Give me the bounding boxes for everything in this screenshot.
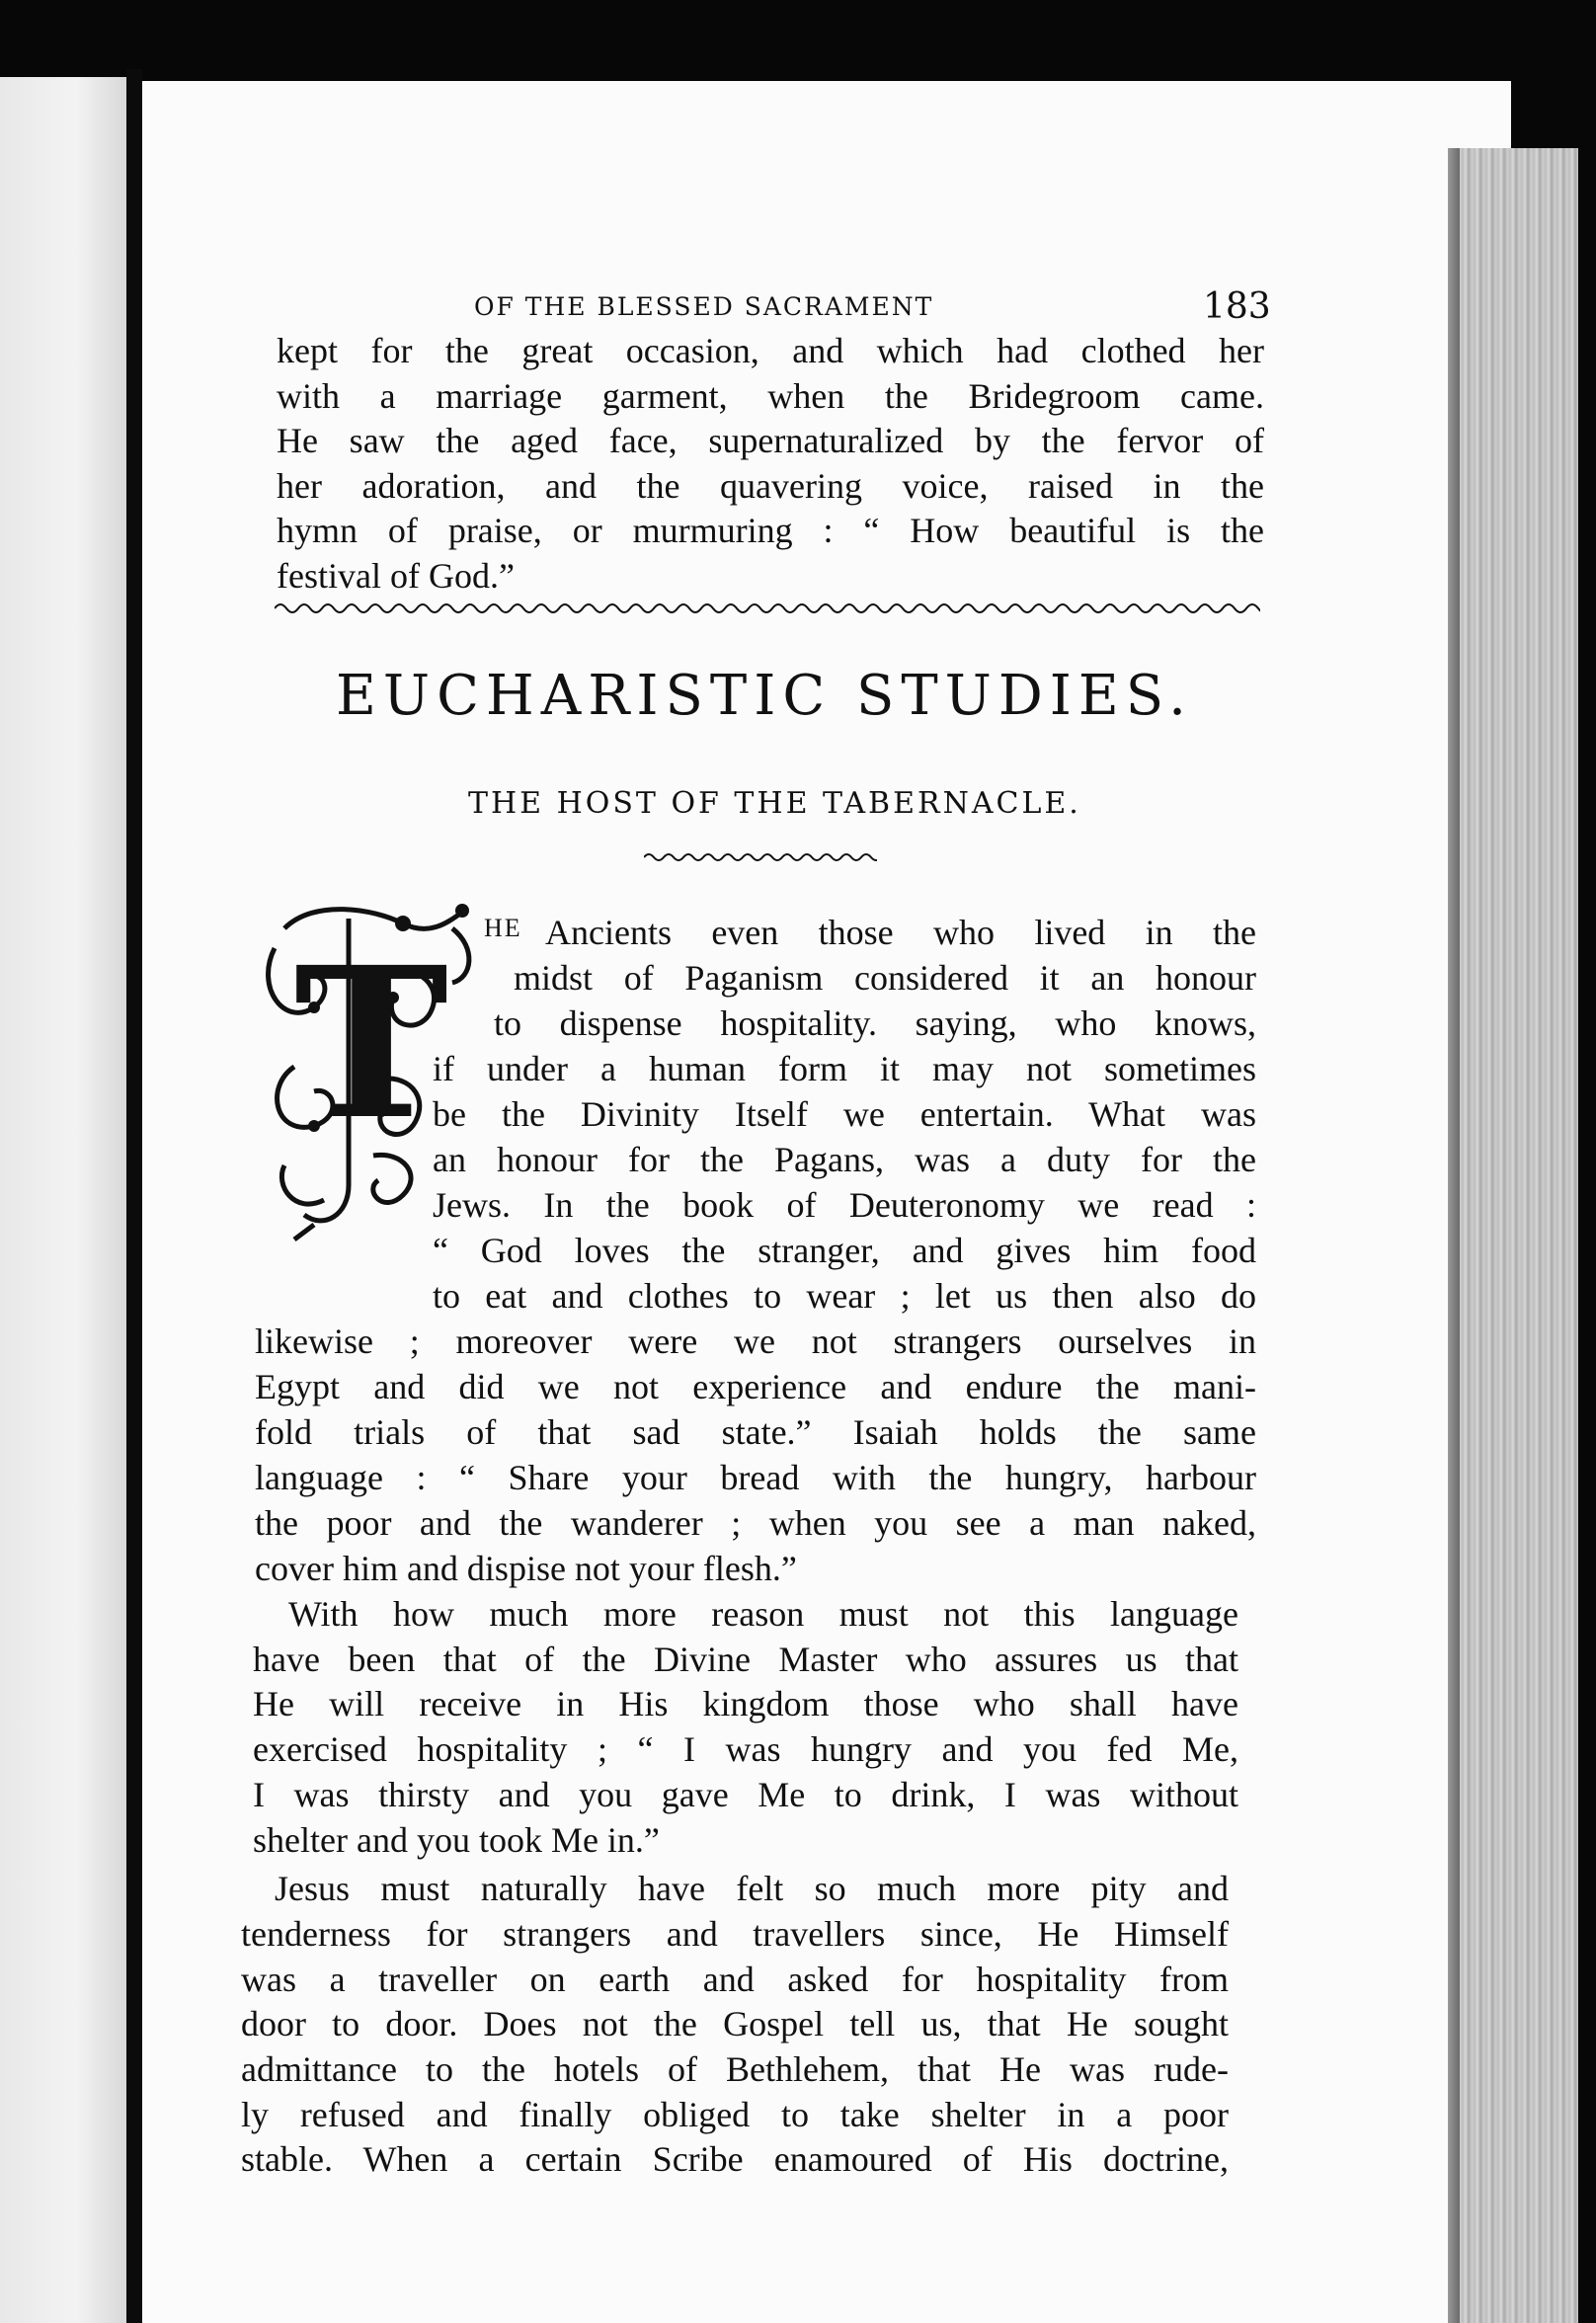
section-title: EUCHARISTIC STUDIES.: [336, 664, 1193, 728]
text-line: hymn of praise, or murmuring : “ How beautiful is the: [277, 511, 1264, 550]
text-line: “ God loves the stranger, and gives him food: [433, 1231, 1256, 1270]
text-line: was a traveller on earth and asked for hospitality from: [241, 1959, 1229, 1999]
text-line: festival of God.”: [277, 555, 515, 596]
text-line: to eat and clothes to wear ; let us then also do: [433, 1276, 1256, 1316]
text-line: fold trials of that sad state.” Isaiah holds the same: [255, 1412, 1256, 1452]
text-line: exercised hospitality ; “ I was hungry and you fed Me,: [253, 1729, 1238, 1770]
text-line: Egypt and did we not experience and endure the mani-: [255, 1367, 1256, 1406]
text-line: He saw the aged face, supernaturalized by the fervor of: [277, 421, 1264, 460]
text-line: to dispense hospitality. saying, who knows,: [494, 1003, 1256, 1043]
text-line: I was thirsty and you gave Me to drink, I was without: [253, 1774, 1238, 1814]
section-subtitle: THE HOST OF THE TABERNACLE.: [468, 786, 1081, 821]
text-line: with a marriage garment, when the Bridegroom came.: [277, 375, 1264, 416]
page-number: 183: [1203, 286, 1271, 327]
text-line: be the Divinity Itself we entertain. What was: [433, 1094, 1256, 1134]
text-line: ly refused and finally obliged to take shelter in a poor: [241, 2094, 1229, 2134]
text-line: likewise ; moreover were we not strangers ourselves in: [255, 1322, 1256, 1361]
text-line: if under a human form it may not sometimes: [433, 1049, 1256, 1088]
text-line: Ancients even those who lived in the: [545, 913, 1256, 952]
text-line: kept for the great occasion, and which had clothed her: [277, 331, 1264, 370]
text-line: stable. When a certain Scribe enamoured of His doctrine,: [241, 2139, 1229, 2180]
text-line: door to door. Does not the Gospel tell us, that He sought: [241, 2004, 1229, 2044]
text-line: language : “ Share your bread with the hungry, harbour: [255, 1458, 1256, 1497]
text-line: Jesus must naturally have felt so much more pity and: [275, 1869, 1229, 1909]
first-word-remainder: HE: [484, 914, 522, 942]
text-line: have been that of the Divine Master who assures us that: [253, 1639, 1238, 1679]
text-line: admittance to the hotels of Bethlehem, that He was rude-: [241, 2049, 1229, 2089]
drop-cap-letter: T: [293, 921, 449, 1165]
text-line: an honour for the Pagans, was a duty for the: [433, 1140, 1256, 1179]
text-line: cover him and dispise not your flesh.”: [255, 1549, 797, 1588]
running-head: OF THE BLESSED SACRAMENT: [474, 292, 934, 321]
text-line: midst of Paganism considered it an honour: [514, 958, 1256, 998]
text-line: He will receive in His kingdom those who shall have: [253, 1684, 1238, 1724]
text-line: Jews. In the book of Deuteronomy we read :: [433, 1185, 1256, 1225]
text-line: tenderness for strangers and travellers since, He Himself: [241, 1913, 1229, 1954]
text-line: With how much more reason must not this language: [288, 1594, 1238, 1634]
text-line: the poor and the wanderer ; when you see a man naked,: [255, 1503, 1256, 1543]
text-line: shelter and you took Me in.”: [253, 1819, 660, 1860]
text-line: her adoration, and the quavering voice, raised in the: [277, 465, 1264, 506]
